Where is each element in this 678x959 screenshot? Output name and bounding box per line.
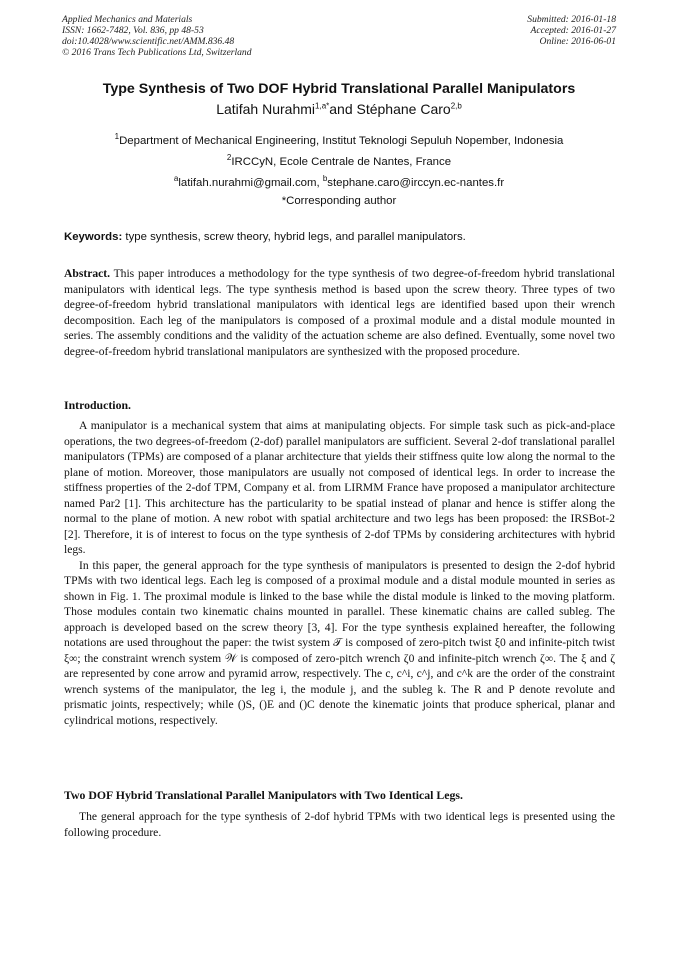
journal-name: Applied Mechanics and Materials	[62, 14, 193, 25]
abstract-text: This paper introduces a methodology for the type synthesis of two degree-of-freedom hybrid translational manipulators with identical legs. The type synthesis method is based upon the screw theory. Three types of two degree-of-freedom hybrid translational manipulators with identical legs are identified based upon their wrench decomposition. Each leg of the manipulators is composed of a proximal module and a distal module mounted in series. The assembly conditions and the validity of the actuation scheme are also defined. Eventually, some novel two degree-of-freedom hybrid translational manipulators are synthesized with the proposed procedure.	[64, 267, 615, 358]
abstract	[64, 266, 615, 359]
affiliation-1-text: Department of Mechanical Engineering, Institut Teknologi Sepuluh Nopember, Indonesia	[119, 134, 564, 147]
affiliation-2	[0, 153, 678, 168]
section-2-body	[64, 809, 615, 840]
keywords-label: Keywords:	[64, 231, 123, 243]
email-line	[0, 174, 678, 189]
journal-doi: doi:10.4028/www.scientific.net/AMM.836.48	[62, 36, 235, 47]
journal-copyright: © 2016 Trans Tech Publications Ltd, Switzerland	[62, 47, 252, 58]
journal-header-left	[62, 14, 252, 58]
section-2-paragraph-1: The general approach for the type synthesis of 2-dof hybrid TPMs with two identical legs is presented using the following procedure.	[64, 810, 615, 839]
affiliation-2-text: IRCCyN, Ecole Centrale de Nantes, France	[231, 155, 452, 168]
section-2-heading: Two DOF Hybrid Translational Parallel Manipulators with Two Identical Legs.	[64, 788, 463, 802]
email-b-marker: b	[322, 174, 328, 183]
email-b[interactable]: stephane.caro@irccyn.ec-nantes.fr	[327, 176, 505, 189]
abstract-label: Abstract.	[64, 267, 111, 280]
accepted-date: Accepted: 2016-01-27	[530, 25, 616, 36]
author-2: and Stéphane Caro	[329, 101, 451, 117]
author-line	[0, 101, 678, 117]
author-1-marker: 1,a*	[315, 101, 330, 111]
paper-title: Type Synthesis of Two DOF Hybrid Translational Parallel Manipulators	[102, 81, 576, 97]
online-date: Online: 2016-06-01	[539, 36, 616, 47]
affiliation-1-marker: 1	[114, 132, 120, 141]
email-a[interactable]: latifah.nurahmi@gmail.com,	[178, 176, 323, 189]
journal-issn: ISSN: 1662-7482, Vol. 836, pp 48-53	[62, 25, 204, 36]
introduction-paragraph-2: In this paper, the general approach for the type synthesis of manipulators is presented to design the 2-dof hybrid TPMs with two identical legs. Each leg is composed of a proximal module and a distal module mounted in series as shown in Fig. 1. The proximal module is linked to the base while the distal module is linked to the moving platform. Those modules contain two kinematic chains mounted in parallel. These kinematic chains are called subleg. The approach is developed based on the screw theory [3, 4]. For the type synthesis explained hereafter, the following notations are used throughout the paper: the twist system 𝒯 is composed of zero-pitch twist ξ0 and infinite-pitch twist ξ∞; the constraint wrench system 𝒲 is composed of zero-pitch wrench ζ0 and infinite-pitch wrench ζ∞. The ξ and ζ are represented by cone arrow and pyramid arrow, respectively. The c, c^i, c^j, and c^k are the order of the constraint wrench systems of the manipulator, the leg i, the module j, and the subleg k. The R and P denote revolute and prismatic joints, respectively; while ()S, ()E and ()C denote the kinematic joints that produce spherical, planar and cylindrical motions, respectively.	[64, 558, 615, 727]
keywords	[64, 231, 624, 243]
introduction-body	[64, 418, 615, 728]
affiliation-1	[0, 132, 678, 147]
email-a-marker: a	[173, 174, 179, 183]
affiliation-2-marker: 2	[226, 153, 232, 162]
corresponding-note: *Corresponding author	[281, 195, 397, 207]
introduction-paragraph-1: A manipulator is a mechanical system that aims at manipulating objects. For simple task such as pick-and-place operations, the two degrees-of-freedom (2-dof) parallel manipulators are sufficient. Several 2-dof translational parallel manipulators (TPMs) are composed of a planar architecture that yields their stiffness quite low along the normal to the plane of motion. Moreover, those manipulators are usually not composed of identical legs. In order to increase the stiffness properties of the 2-dof TPM, Company et al. from LIRMM France have proposed a manipulator architecture named Par2 [1]. This architecture has the particularity to be spatial instead of planar and hence is stiffer along the normal to the plane of motion. A new robot with spatial architecture and two legs has been proposed: the IRSBot-2 [2]. Therefore, it is of interest to focus on the type synthesis of 2-dof TPMs by considering architectures with hybrid legs.	[64, 419, 615, 556]
introduction-heading: Introduction.	[64, 398, 131, 412]
submitted-date: Submitted: 2016-01-18	[527, 14, 616, 25]
keywords-text: type synthesis, screw theory, hybrid legs, and parallel manipulators.	[122, 231, 466, 243]
author-2-marker: 2,b	[450, 101, 462, 111]
journal-header-right	[527, 14, 616, 47]
author-1: Latifah Nurahmi	[216, 101, 316, 117]
